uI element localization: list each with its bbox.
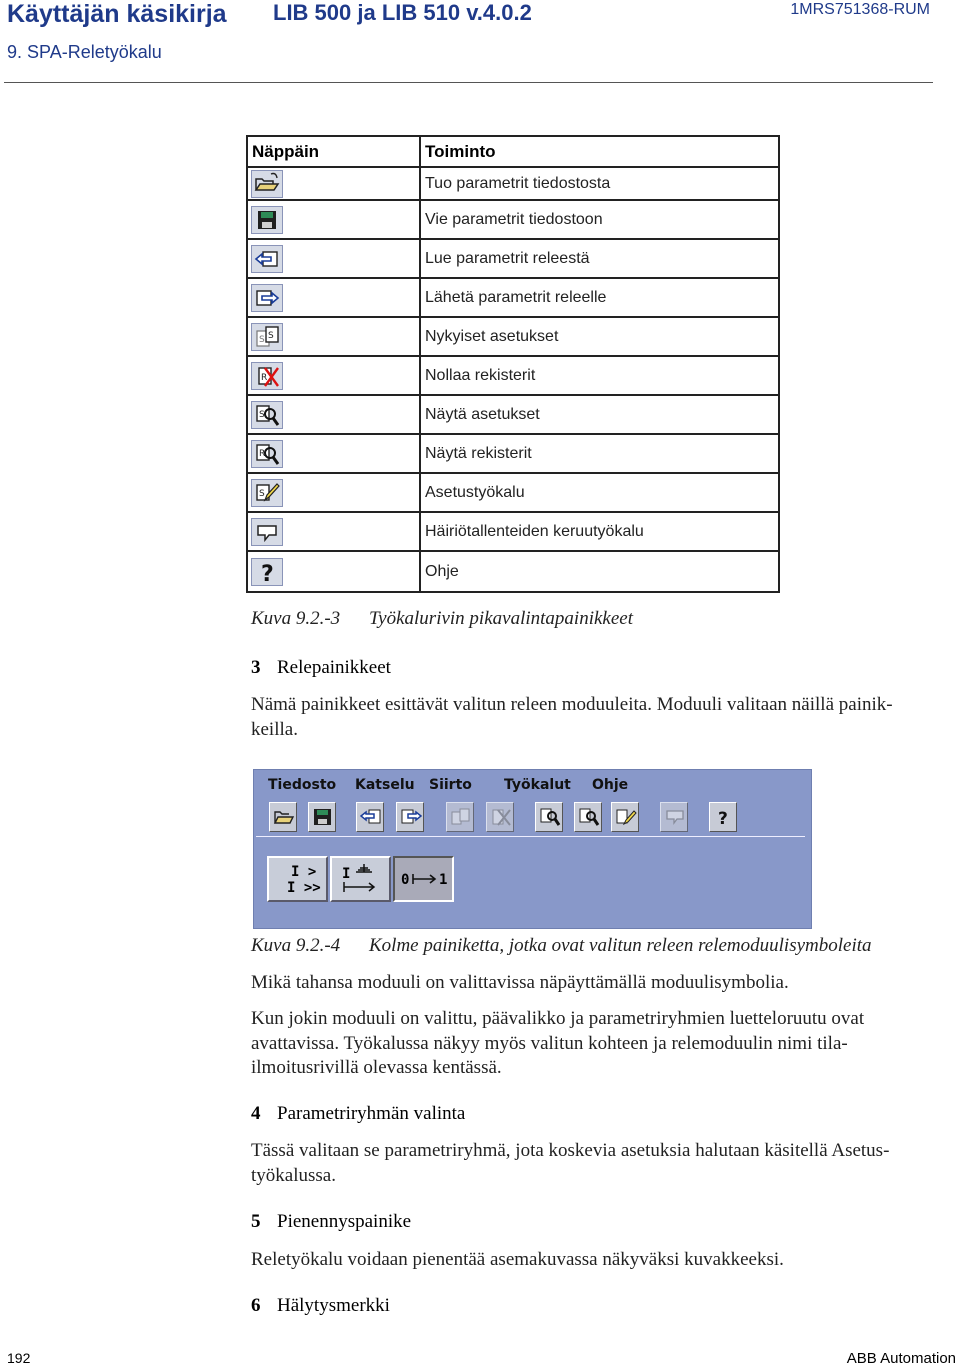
section-number: 4: [251, 1103, 261, 1124]
function-text: Vie parametrit tiedostoon: [420, 200, 779, 239]
relay-button-line1: 0: [401, 872, 410, 888]
toolbar-key-table: [246, 135, 780, 593]
section-4-text: Tässä valitaan se parametriryhmä, jota koskevia asetuksia halutaan käsitellä Asetus-työkalussa.: [251, 1140, 890, 1186]
current-settings-icon: [450, 807, 472, 827]
send-relay-button[interactable]: [396, 802, 424, 832]
menu-tyokalut[interactable]: Työkalut: [504, 777, 571, 793]
send-to-relay-icon: [251, 284, 283, 312]
help-icon: [251, 558, 283, 586]
section-5-text: Reletyökalu voidaan pienentää asemakuvassa näkyväksi kuvakkeeksi.: [251, 1249, 784, 1270]
figure-caption-4: [251, 935, 872, 957]
svg-text:S: S: [268, 330, 274, 341]
disturbance-recorder-icon: [664, 807, 686, 827]
svg-text:?: ?: [718, 809, 728, 827]
function-text: Nykyiset asetukset: [420, 317, 779, 356]
section-title: Hälytysmerkki: [277, 1295, 390, 1316]
send-to-relay-icon: [400, 807, 422, 827]
table-row: [247, 200, 779, 239]
section-heading-6: [251, 1295, 390, 1317]
figure-title: Työkalurivin pikavalintapainikkeet: [369, 608, 633, 629]
relay-tool-screenshot: [253, 769, 812, 929]
menu-siirto[interactable]: Siirto: [429, 777, 472, 793]
show-settings-icon: [539, 807, 561, 827]
menu-tiedosto[interactable]: Tiedosto: [268, 777, 337, 793]
menu-ohje[interactable]: Ohje: [592, 777, 629, 793]
column-header-function: Toiminto: [420, 136, 779, 167]
table-row: [247, 356, 779, 395]
svg-text:S: S: [259, 334, 265, 345]
open-button[interactable]: [269, 802, 297, 832]
menu-bar: [254, 770, 811, 800]
open-folder-icon: [273, 807, 295, 827]
function-text: Lue parametrit releestä: [420, 239, 779, 278]
section-heading-5: [251, 1211, 411, 1233]
save-disk-icon: [251, 206, 283, 234]
show-registers-icon: [251, 440, 283, 468]
function-text: Tuo parametrit tiedostosta: [420, 167, 779, 200]
svg-text:R: R: [261, 372, 268, 383]
table-row: [247, 167, 779, 200]
svg-text:S: S: [259, 488, 265, 499]
show-registers-icon: [578, 807, 600, 827]
table-row: [247, 278, 779, 317]
help-button[interactable]: [709, 802, 737, 832]
reset-registers-button[interactable]: [486, 802, 514, 832]
paragraph-module-select: Mikä tahansa moduuli on valittavissa näpäyttämällä moduulisymbolia.: [251, 972, 789, 993]
setting-tool-icon: [251, 479, 283, 507]
table-row: [247, 473, 779, 512]
table-row: [247, 317, 779, 356]
table-row: [247, 551, 779, 592]
table-row: [247, 434, 779, 473]
table-header-row: [247, 136, 779, 167]
earth-symbol-icon: [336, 860, 386, 900]
figure-number: Kuva 9.2.-4: [251, 935, 341, 956]
relay-button-overcurrent[interactable]: [267, 856, 328, 902]
manual-title: Käyttäjän käsikirja: [7, 0, 227, 28]
svg-text:?: ?: [261, 561, 274, 586]
page-number: 192: [7, 1350, 31, 1366]
svg-text:S: S: [259, 409, 265, 420]
function-text: Näytä rekisterit: [420, 434, 779, 473]
relay-button-line1: I: [342, 866, 351, 882]
figure-number: Kuva 9.2.-3: [251, 608, 341, 629]
read-from-relay-icon: [251, 245, 283, 273]
document-id: 1MRS751368-RUM: [790, 1, 930, 18]
relay-button-line1: I >: [291, 864, 317, 880]
reset-registers-icon: [251, 362, 283, 390]
product-version: LIB 500 ja LIB 510 v.4.0.2: [273, 0, 532, 25]
function-text: Häiriötallenteiden keruutyökalu: [420, 512, 779, 551]
function-text: Lähetä parametrit releelle: [420, 278, 779, 317]
show-settings-icon: [251, 401, 283, 429]
header-rule: [4, 82, 933, 83]
company-name: ABB Automation: [846, 1350, 956, 1367]
relay-button-line2: 1: [439, 872, 448, 888]
save-disk-icon: [312, 807, 334, 827]
figure-title: Kolme painiketta, jotka ovat valitun releen relemoduulisymboleita: [369, 935, 872, 956]
current-settings-button[interactable]: [446, 802, 474, 832]
read-relay-button[interactable]: [356, 802, 384, 832]
current-settings-icon: [251, 323, 283, 351]
section-title: Pienennyspainike: [277, 1211, 412, 1232]
save-button[interactable]: [308, 802, 336, 832]
function-text: Nollaa rekisterit: [420, 356, 779, 395]
table-row: [247, 512, 779, 551]
section-title: Parametriryhmän valinta: [277, 1103, 466, 1124]
relay-button-auto-reclose[interactable]: [393, 856, 454, 902]
function-text: Ohje: [420, 551, 779, 592]
section-number: 3: [251, 657, 261, 678]
section-heading-3: [251, 657, 391, 679]
disturbance-recorder-button[interactable]: [660, 802, 688, 832]
reset-registers-icon: [490, 807, 512, 827]
figure-caption-3: [251, 608, 633, 630]
menu-katselu[interactable]: Katselu: [355, 777, 415, 793]
function-text: Näytä asetukset: [420, 395, 779, 434]
switch-arrow-icon: [411, 868, 441, 888]
relay-button-earth-fault[interactable]: [330, 856, 391, 902]
section-title: Relepainikkeet: [277, 657, 391, 678]
relay-button-line2: I >>: [287, 880, 321, 896]
svg-text:R: R: [259, 448, 266, 459]
show-settings-button[interactable]: [535, 802, 563, 832]
help-icon: [713, 807, 735, 827]
column-header-key: Näppäin: [247, 136, 420, 167]
read-from-relay-icon: [360, 807, 382, 827]
function-text: Asetustyökalu: [420, 473, 779, 512]
table-row: [247, 395, 779, 434]
paragraph-module-selected: Kun jokin moduuli on valittu, päävalikko ja parametriryhmien luetteloruutu ovat avattavissa. Työkalussa näkyy myös valitun kohteen ja relemoduulin nimi tila-ilmoitusrivillä olevassa kentässä.: [251, 1008, 865, 1078]
section-number: 6: [251, 1295, 261, 1316]
disturbance-recorder-icon: [251, 518, 283, 546]
section-3-text: Nämä painikkeet esittävät valitun releen moduuleita. Moduuli valitaan näillä painik-keilla.: [251, 694, 893, 740]
setting-tool-icon: [615, 807, 637, 827]
table-row: [247, 239, 779, 278]
section-heading-4: [251, 1103, 465, 1125]
show-registers-button[interactable]: [574, 802, 602, 832]
setting-tool-button[interactable]: [611, 802, 639, 832]
chapter-title: 9. SPA-Reletyökalu: [7, 42, 162, 62]
open-folder-icon: [251, 170, 283, 198]
section-number: 5: [251, 1211, 261, 1232]
